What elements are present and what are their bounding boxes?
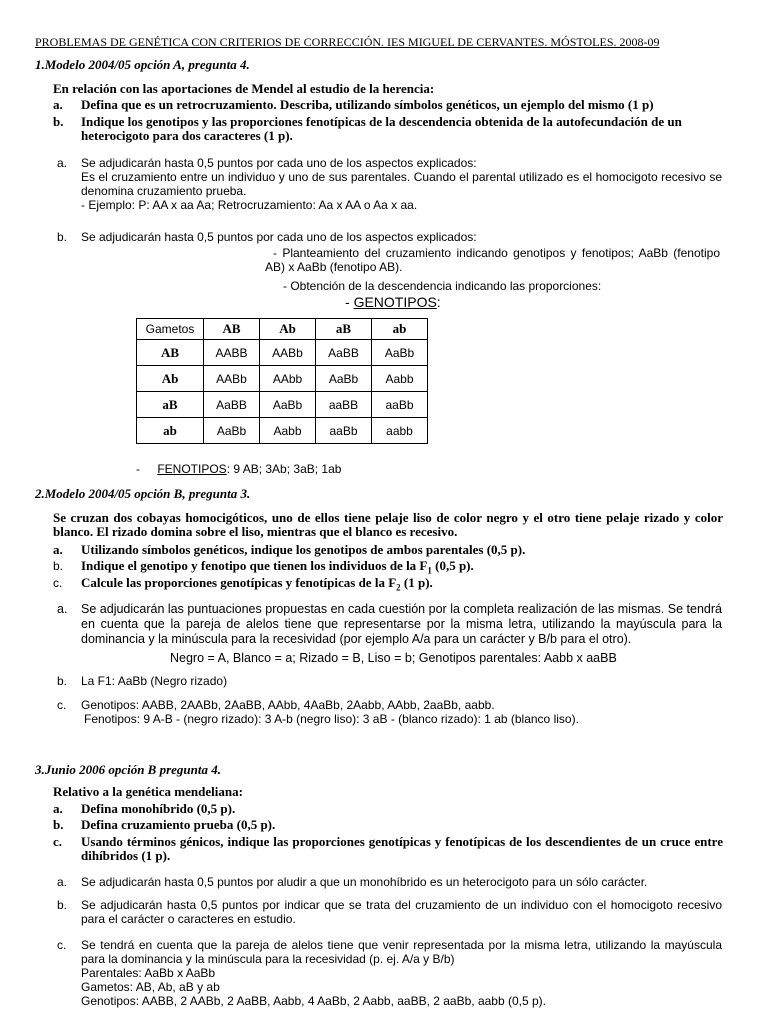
answer-line: Se adjudicarán hasta 0,5 puntos por cada uno de los aspectos explicados: [81,230,477,244]
genotipos-colon: : [436,294,441,310]
section-3-answer-c [57,938,722,1008]
section-3-question-a [53,802,723,816]
gamete-table [136,318,428,444]
table-cell: aaBB [316,392,372,418]
section-2-answer-b [57,674,722,688]
answer-letter: a. [57,602,68,616]
answer-letter: a. [57,156,68,170]
question-letter: a. [53,542,63,557]
answer-line: Parentales: AaBb x AaBb [81,966,216,980]
question-text: Indique el genotipo y fenotipo que tienen los individuos de la F [81,558,428,573]
answer-line: - Ejemplo: P: AA x aa Aa; Retrocruzamiento: Aa x AA o Aa x aa. [81,198,418,212]
answer-letter: c. [57,938,67,952]
fenotipos-value: : 9 AB; 3Ab; 3aB; 1ab [226,462,342,476]
table-corner: Gametos [137,319,204,340]
table-cell: AABB [204,340,260,366]
section-1-question-b [53,115,723,143]
section-1-answer-a [57,156,722,212]
table-col-header: Ab [260,319,316,340]
question-letter: a. [53,801,63,816]
question-text: (1 p). [400,575,433,590]
answer-line: Gametos: AB, Ab, aB y ab [81,980,220,994]
answer-letter: b. [57,898,68,912]
question-text: Calcule las proporciones genotípicas y fenotípicas de la F [81,575,397,590]
section-3-intro: Relativo a la genética mendeliana: [53,784,243,799]
table-cell: AABb [260,340,316,366]
table-cell: AAbb [260,366,316,392]
answer-line: - Obtención de la descendencia indicando las proporciones: [283,279,602,293]
section-3-question-c [53,835,723,863]
answer-line: Fenotipos: 9 A-B - (negro rizado): 3 A-b (negro liso): 3 aB - (blanco rizado): 1 ab (blanco liso). [84,712,579,726]
table-cell: Aabb [260,418,316,444]
answer-line: Genotipos: AABB, 2AABb, 2AaBB, AAbb, 4AaBb, 2Aabb, AAbb, 2aaBb, aabb. [81,698,495,712]
answer-letter: b. [57,230,68,244]
table-row-header: Ab [137,366,204,392]
question-text: (0,5 p). [431,558,474,573]
section-2-title: 2.Modelo 2004/05 opción B, pregunta 3. [35,486,251,501]
table-row-header: AB [137,340,204,366]
question-letter: a. [53,97,63,112]
table-cell: aaBb [372,392,428,418]
fenotipos-label: FENOTIPOS [157,462,227,476]
section-1-intro: En relación con las aportaciones de Mendel al estudio de la herencia: [53,81,435,96]
answer-letter: a. [57,875,68,889]
table-cell: Aabb [372,366,428,392]
table-cell: aabb [372,418,428,444]
section-2-answer-c [57,698,722,726]
table-col-header: aB [316,319,372,340]
question-text: Defina cruzamiento prueba (0,5 p). [81,817,276,832]
genotipos-label: GENOTIPOS [353,294,437,310]
table-row [137,340,428,366]
question-letter: b. [53,114,64,129]
table-cell: AaBB [204,392,260,418]
question-text: Utilizando símbolos genéticos, indique los genotipos de ambos parentales (0,5 p). [81,542,526,557]
table-cell: aaBb [316,418,372,444]
fenotipos-line [136,462,341,476]
section-2-question-b [53,558,723,576]
answer-line: Negro = A, Blanco = a; Rizado = B, Liso = b; Genotipos parentales: Aabb x aaBB [170,651,617,665]
answer-line: Se adjudicarán hasta 0,5 puntos por aludir a que un monohíbrido es un heterocigoto para un sólo carácter. [81,875,648,889]
table-cell: AaBb [204,418,260,444]
question-letter: c. [53,834,63,849]
answer-letter: c. [57,698,67,712]
table-row [137,366,428,392]
question-text: Usando términos génicos, indique las proporciones genotípicas y fenotípicas de los descendientes de un cruce entre dihíbridos (1 p). [81,834,723,863]
table-row-header: aB [137,392,204,418]
table-cell: AaBB [316,340,372,366]
answer-line: Genotipos: AABB, 2 AABb, 2 AaBB, Aabb, 4 AaBb, 2 Aabb, aaBB, 2 aaBb, aabb (0,5 p). [81,994,546,1008]
section-3-title: 3.Junio 2006 opción B pregunta 4. [35,762,222,777]
table-cell: AABb [204,366,260,392]
answer-line: Es el cruzamiento entre un individuo y uno de sus parentales. Cuando el parental utilizado es el homocigoto recesivo se denomina cruzamiento prueba. [81,170,722,198]
genotipos-heading [345,295,441,309]
section-2-intro: Se cruzan dos cobayas homocigóticos, uno de ellos tiene pelaje liso de color negro y el otro tiene pelaje rizado y color blanco. El rizado domina sobre el liso, mientras que el blanco es recesivo. [53,510,723,539]
answer-line: - Planteamiento del cruzamiento indicando genotipos y fenotipos; AaBb (fenotipo AB) x AaBb (fenotipo AB). [265,246,720,274]
table-row [137,418,428,444]
answer-line: Se adjudicarán hasta 0,5 puntos por cada uno de los aspectos explicados: [81,156,477,170]
page-header: PROBLEMAS DE GENÉTICA CON CRITERIOS DE CORRECCIÓN. IES MIGUEL DE CERVANTES. MÓSTOLES. 2008-09 [35,35,660,49]
subscript: 2 [396,582,401,593]
answer-letter: b. [57,674,68,688]
section-1-title: 1.Modelo 2004/05 opción A, pregunta 4. [35,57,250,72]
table-row [137,392,428,418]
fenotipos-dash: - [136,462,140,476]
question-text: Indique los genotipos y las proporciones fenotípicas de la descendencia obtenida de la autofecundación de un heterocigoto para dos caracteres (1 p). [81,114,682,143]
answer-line: Se adjudicarán las puntuaciones propuestas en cada cuestión por la completa realización de las mismas. Se tendrá en cuenta que la pareja de alelos tiene que representarse por la misma letra, utilizando la mayúscula para la dominancia y la minúscula para la recesividad (por ejemplo A/a para un carácter y B/b para el otro). [81,602,722,646]
section-2-answer-a [57,602,722,647]
section-1-question-a [53,98,723,112]
question-text: Defina monohíbrido (0,5 p). [81,801,236,816]
section-3-question-b [53,818,723,832]
answer-line: La F1: AaBb (Negro rizado) [81,674,228,688]
section-2-question-c [53,575,723,593]
section-3-answer-a [57,875,722,889]
section-2-question-a [53,543,723,557]
table-cell: AaBb [372,340,428,366]
question-letter: b. [53,817,64,832]
table-col-header: ab [372,319,428,340]
answer-line: Se tendrá en cuenta que la pareja de alelos tiene que venir representada por la misma letra, utilizando la mayúscula para la dominancia y la minúscula para la recesividad (p. ej. A/a y B/b) [81,938,722,966]
section-3-answer-b [57,898,722,926]
subscript: 1 [427,565,432,576]
genotipos-dash: - [345,294,354,310]
question-letter: b. [53,559,64,573]
table-cell: AaBb [260,392,316,418]
answer-line: Se adjudicarán hasta 0,5 puntos por indicar que se trata del cruzamiento de un individuo con el homocigoto recesivo para el carácter o caracteres en estudio. [81,898,722,926]
section-1-answer-b [57,230,722,244]
table-cell: AaBb [316,366,372,392]
question-text: Defina que es un retrocruzamiento. Describa, utilizando símbolos genéticos, un ejemplo del mismo (1 p) [81,97,654,112]
question-letter: c. [53,576,63,590]
table-col-header: AB [204,319,260,340]
table-row-header: ab [137,418,204,444]
